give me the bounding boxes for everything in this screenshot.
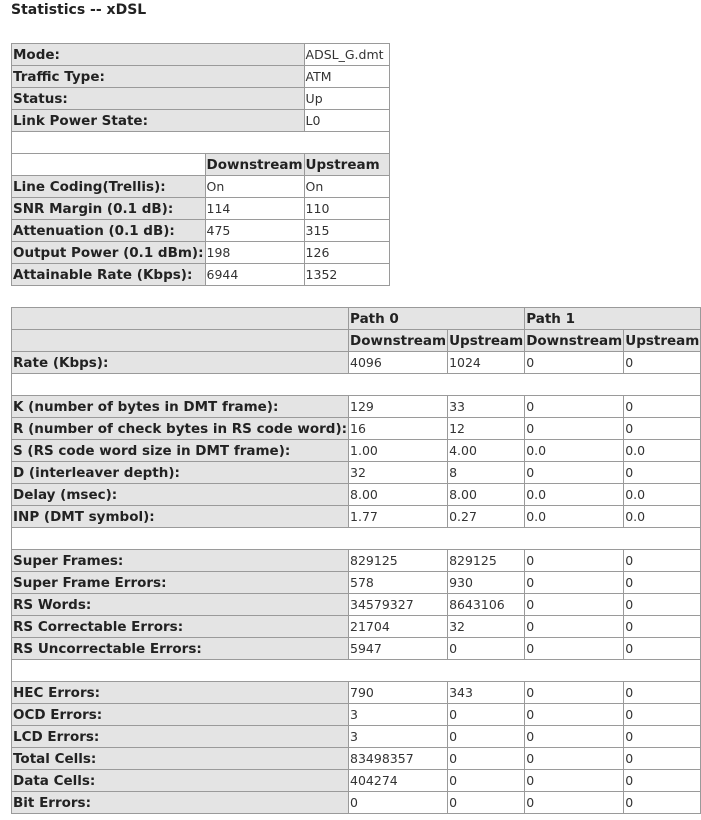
path0-upstream-value: 0 — [448, 792, 525, 814]
spacer-row — [12, 374, 701, 396]
stat-row — [12, 440, 701, 462]
stat-row — [12, 682, 701, 704]
path0-downstream-value: 129 — [349, 396, 448, 418]
path1-downstream-value: 0 — [525, 704, 624, 726]
row-label: HEC Errors: — [12, 682, 349, 704]
path1-downstream-value: 0 — [525, 792, 624, 814]
path0-upstream-value: 12 — [448, 418, 525, 440]
path1-downstream-value: 0 — [525, 352, 624, 374]
stat-row — [12, 176, 390, 198]
row-label: R (number of check bytes in RS code word): — [12, 418, 349, 440]
path0-downstream-value: 3 — [349, 704, 448, 726]
row-label: K (number of bytes in DMT frame): — [12, 396, 349, 418]
path1-downstream-value: 0 — [525, 550, 624, 572]
col-header-downstream: Downstream — [349, 330, 448, 352]
upstream-value: 315 — [304, 220, 389, 242]
row-label: Link Power State: — [12, 110, 305, 132]
path1-downstream-value: 0 — [525, 572, 624, 594]
spacer-row — [12, 660, 701, 682]
stat-row — [12, 616, 701, 638]
row-value: ADSL_G.dmt — [304, 44, 389, 66]
path0-upstream-value: 343 — [448, 682, 525, 704]
path0-downstream-value: 1.00 — [349, 440, 448, 462]
spacer-cell — [12, 132, 390, 154]
path1-upstream-value: 0 — [624, 462, 701, 484]
path0-downstream-value: 578 — [349, 572, 448, 594]
path1-upstream-value: 0 — [624, 748, 701, 770]
stat-row — [12, 462, 701, 484]
upstream-value: 126 — [304, 242, 389, 264]
row-label: Traffic Type: — [12, 66, 305, 88]
row-label: Status: — [12, 88, 305, 110]
path1-downstream-value: 0 — [525, 726, 624, 748]
downstream-value: 475 — [205, 220, 304, 242]
path0-upstream-value: 4.00 — [448, 440, 525, 462]
spacer-cell — [12, 374, 701, 396]
path1-downstream-value: 0 — [525, 616, 624, 638]
stat-row — [12, 198, 390, 220]
row-label: S (RS code word size in DMT frame): — [12, 440, 349, 462]
line-stats-table — [11, 43, 390, 286]
path1-upstream-value: 0 — [624, 396, 701, 418]
row-label: Super Frames: — [12, 550, 349, 572]
stat-row — [12, 748, 701, 770]
row-label: SNR Margin (0.1 dB): — [12, 198, 206, 220]
path0-downstream-value: 3 — [349, 726, 448, 748]
path1-upstream-value: 0 — [624, 550, 701, 572]
direction-header-row — [12, 330, 701, 352]
stat-row — [12, 572, 701, 594]
downstream-value: On — [205, 176, 304, 198]
stat-row — [12, 770, 701, 792]
path0-downstream-value: 16 — [349, 418, 448, 440]
stat-row — [12, 352, 701, 374]
row-label: Attainable Rate (Kbps): — [12, 264, 206, 286]
page-title: Statistics -- xDSL — [11, 2, 147, 18]
stat-row — [12, 726, 701, 748]
path0-upstream-value: 8.00 — [448, 484, 525, 506]
header-blank — [12, 154, 206, 176]
upstream-value: 110 — [304, 198, 389, 220]
downstream-value: 198 — [205, 242, 304, 264]
path0-upstream-value: 829125 — [448, 550, 525, 572]
path0-upstream-value: 8 — [448, 462, 525, 484]
row-label: D (interleaver depth): — [12, 462, 349, 484]
row-label: Attenuation (0.1 dB): — [12, 220, 206, 242]
row-value: L0 — [304, 110, 389, 132]
path1-downstream-value: 0 — [525, 418, 624, 440]
row-label: Total Cells: — [12, 748, 349, 770]
spacer-cell — [12, 660, 701, 682]
path1-downstream-value: 0.0 — [525, 484, 624, 506]
stat-row — [12, 594, 701, 616]
header-blank — [12, 330, 349, 352]
row-label: RS Uncorrectable Errors: — [12, 638, 349, 660]
path0-downstream-value: 21704 — [349, 616, 448, 638]
header-row — [12, 154, 390, 176]
path1-downstream-value: 0 — [525, 462, 624, 484]
col-header-upstream: Upstream — [448, 330, 525, 352]
upstream-value: On — [304, 176, 389, 198]
path0-downstream-value: 1.77 — [349, 506, 448, 528]
path1-downstream-value: 0.0 — [525, 440, 624, 462]
path1-upstream-value: 0.0 — [624, 484, 701, 506]
stat-row — [12, 704, 701, 726]
path1-upstream-value: 0 — [624, 572, 701, 594]
path0-upstream-value: 0.27 — [448, 506, 525, 528]
downstream-value: 6944 — [205, 264, 304, 286]
path1-upstream-value: 0 — [624, 682, 701, 704]
path1-downstream-value: 0 — [525, 594, 624, 616]
stat-row — [12, 264, 390, 286]
path1-upstream-value: 0 — [624, 594, 701, 616]
col-header-upstream: Upstream — [304, 154, 389, 176]
path1-upstream-value: 0 — [624, 638, 701, 660]
path0-upstream-value: 32 — [448, 616, 525, 638]
row-label: RS Words: — [12, 594, 349, 616]
stat-row — [12, 792, 701, 814]
row-label: INP (DMT symbol): — [12, 506, 349, 528]
path0-header: Path 0 — [349, 308, 525, 330]
path1-downstream-value: 0.0 — [525, 506, 624, 528]
info-row — [12, 110, 390, 132]
path-stats-table — [11, 307, 701, 814]
col-header-downstream: Downstream — [205, 154, 304, 176]
path1-upstream-value: 0.0 — [624, 440, 701, 462]
path0-downstream-value: 404274 — [349, 770, 448, 792]
row-label: Rate (Kbps): — [12, 352, 349, 374]
path1-upstream-value: 0 — [624, 792, 701, 814]
row-label: Bit Errors: — [12, 792, 349, 814]
row-label: Super Frame Errors: — [12, 572, 349, 594]
path-header-row — [12, 308, 701, 330]
stat-row — [12, 550, 701, 572]
path1-upstream-value: 0 — [624, 770, 701, 792]
info-row — [12, 88, 390, 110]
path1-downstream-value: 0 — [525, 638, 624, 660]
path1-downstream-value: 0 — [525, 748, 624, 770]
row-value: Up — [304, 88, 389, 110]
path0-upstream-value: 0 — [448, 638, 525, 660]
info-row — [12, 66, 390, 88]
path0-upstream-value: 930 — [448, 572, 525, 594]
row-label: Data Cells: — [12, 770, 349, 792]
spacer-row — [12, 528, 701, 550]
path1-downstream-value: 0 — [525, 770, 624, 792]
row-label: LCD Errors: — [12, 726, 349, 748]
row-label: Delay (msec): — [12, 484, 349, 506]
path0-downstream-value: 5947 — [349, 638, 448, 660]
path0-downstream-value: 829125 — [349, 550, 448, 572]
path0-downstream-value: 83498357 — [349, 748, 448, 770]
path0-upstream-value: 0 — [448, 770, 525, 792]
stat-row — [12, 638, 701, 660]
upstream-value: 1352 — [304, 264, 389, 286]
path0-downstream-value: 8.00 — [349, 484, 448, 506]
path1-upstream-value: 0 — [624, 616, 701, 638]
path0-upstream-value: 0 — [448, 726, 525, 748]
path0-upstream-value: 1024 — [448, 352, 525, 374]
path1-downstream-value: 0 — [525, 396, 624, 418]
stat-row — [12, 220, 390, 242]
path1-upstream-value: 0 — [624, 726, 701, 748]
path0-downstream-value: 34579327 — [349, 594, 448, 616]
info-row — [12, 44, 390, 66]
spacer-row — [12, 132, 390, 154]
path0-upstream-value: 33 — [448, 396, 525, 418]
row-value: ATM — [304, 66, 389, 88]
path0-downstream-value: 4096 — [349, 352, 448, 374]
path0-downstream-value: 32 — [349, 462, 448, 484]
downstream-value: 114 — [205, 198, 304, 220]
stat-row — [12, 484, 701, 506]
col-header-upstream: Upstream — [624, 330, 701, 352]
stat-row — [12, 418, 701, 440]
path1-upstream-value: 0 — [624, 418, 701, 440]
path1-upstream-value: 0 — [624, 352, 701, 374]
path1-upstream-value: 0 — [624, 704, 701, 726]
path1-header: Path 1 — [525, 308, 701, 330]
row-label: Output Power (0.1 dBm): — [12, 242, 206, 264]
path0-upstream-value: 0 — [448, 704, 525, 726]
header-blank — [12, 308, 349, 330]
path1-downstream-value: 0 — [525, 682, 624, 704]
stat-row — [12, 242, 390, 264]
path0-downstream-value: 0 — [349, 792, 448, 814]
path0-upstream-value: 0 — [448, 748, 525, 770]
path1-upstream-value: 0.0 — [624, 506, 701, 528]
stat-row — [12, 506, 701, 528]
row-label: Line Coding(Trellis): — [12, 176, 206, 198]
row-label: OCD Errors: — [12, 704, 349, 726]
row-label: Mode: — [12, 44, 305, 66]
spacer-cell — [12, 528, 701, 550]
path0-upstream-value: 8643106 — [448, 594, 525, 616]
col-header-downstream: Downstream — [525, 330, 624, 352]
path0-downstream-value: 790 — [349, 682, 448, 704]
stat-row — [12, 396, 701, 418]
row-label: RS Correctable Errors: — [12, 616, 349, 638]
